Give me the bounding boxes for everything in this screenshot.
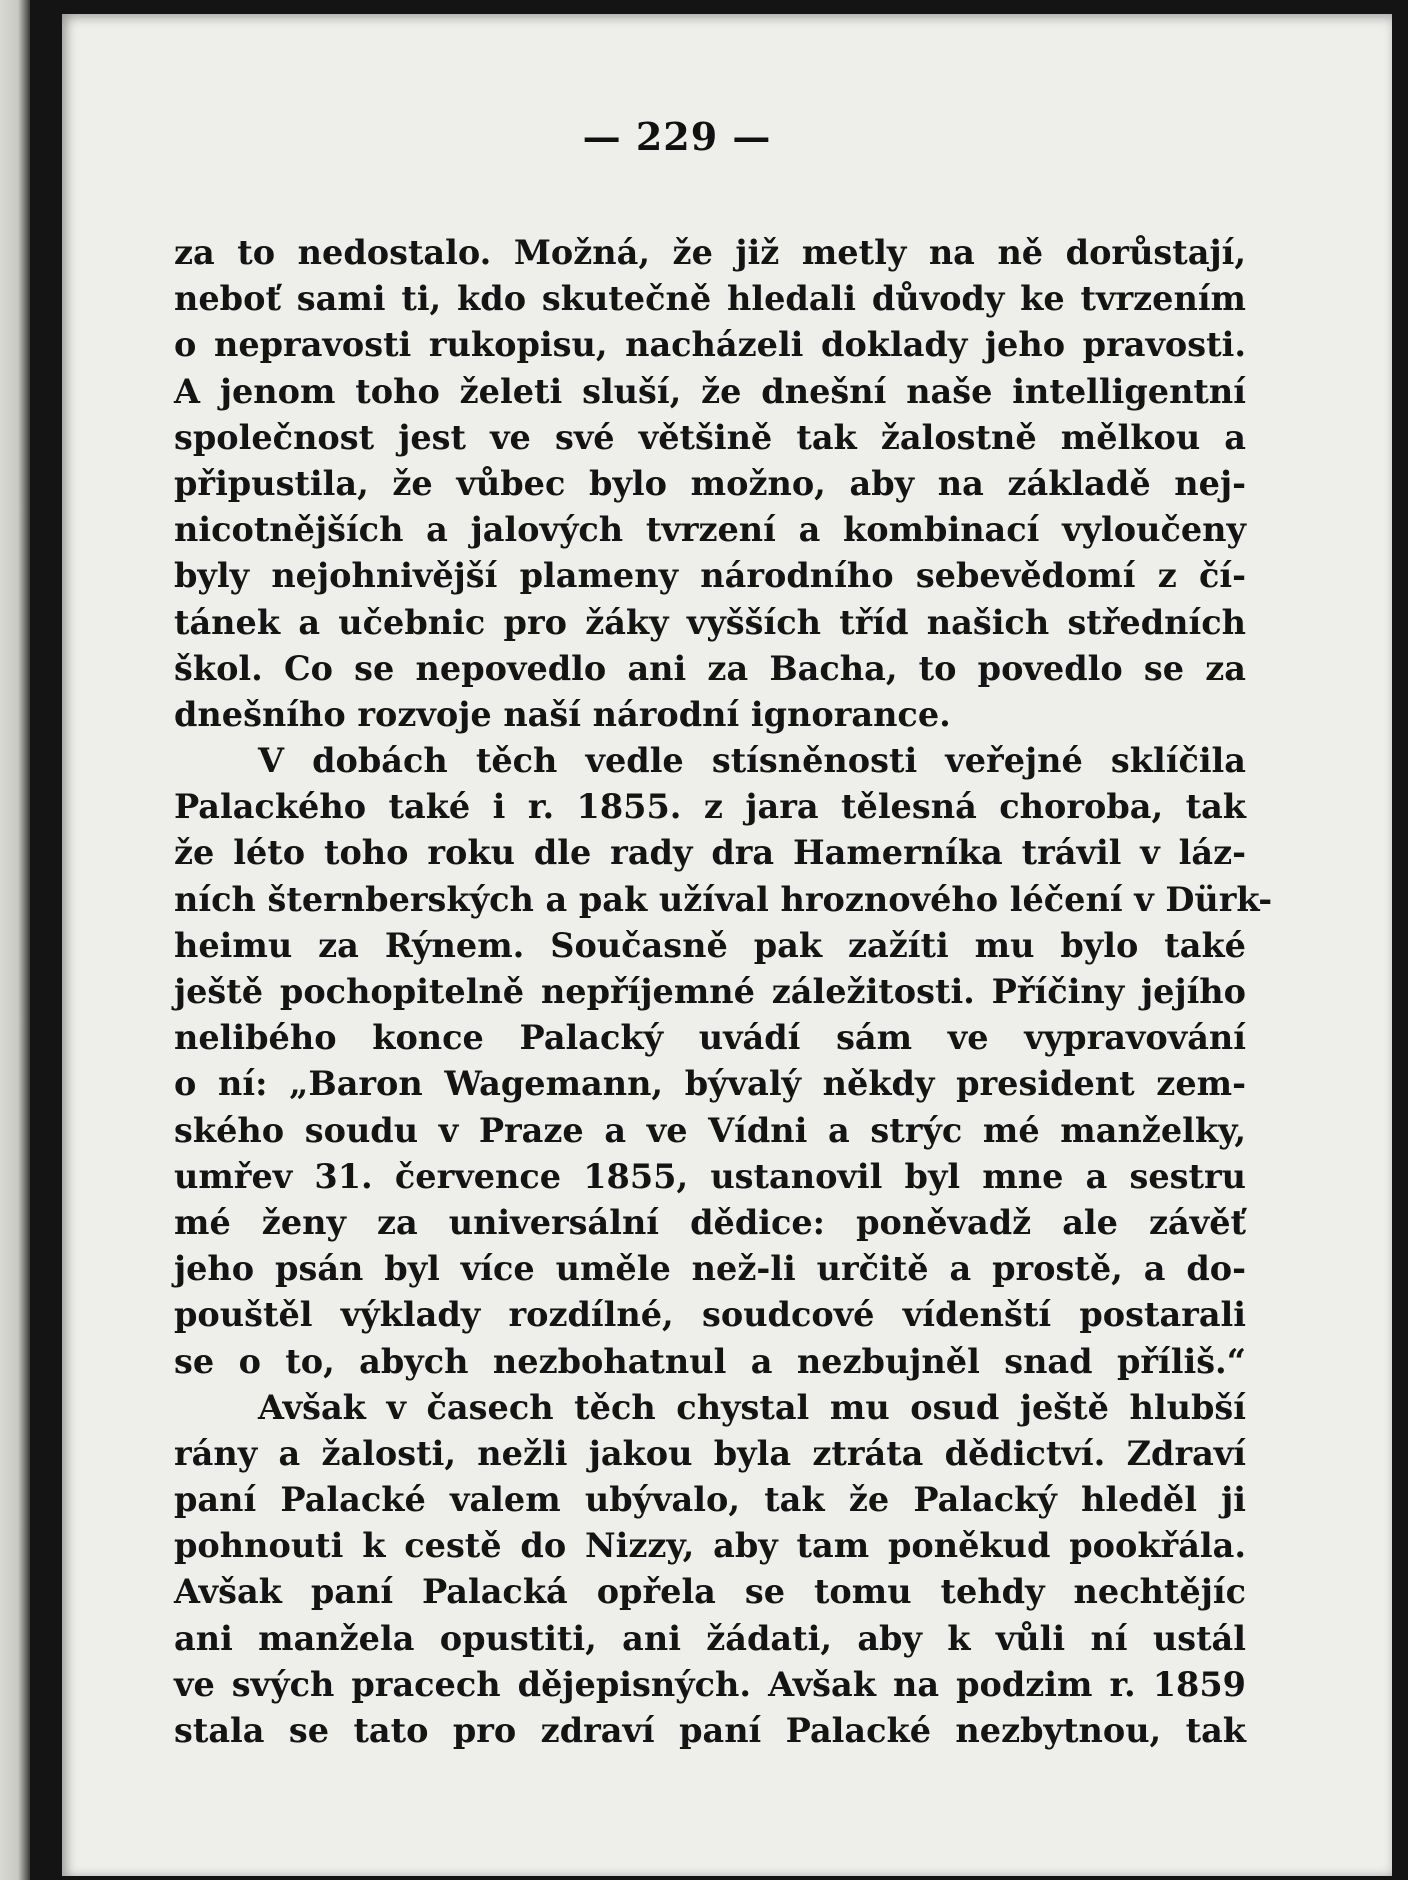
text-line: ních šternberských a pak užíval hroznového léčení v Dürk- xyxy=(174,879,1273,919)
text-line: ani manžela opustiti, ani žádati, aby k vůli ní ustál xyxy=(174,1618,1246,1658)
text-line: o nepravosti rukopisu, nacházeli doklady jeho pravosti. xyxy=(174,325,1246,365)
page-number: — 229 — xyxy=(582,114,772,159)
text-line: škol. Co se nepovedlo ani za Bacha, to povedlo se za xyxy=(174,648,1246,688)
text-line: rány a žalosti, nežli jakou byla ztráta dědictví. Zdraví xyxy=(174,1433,1246,1473)
text-line: Avšak paní Palacká opřela se tomu tehdy nechtějíc xyxy=(174,1572,1246,1612)
text-line: nelibého konce Palacký uvádí sám ve vypravování xyxy=(174,1018,1246,1058)
text-line: stala se tato pro zdraví paní Palacké nezbytnou, tak xyxy=(174,1711,1246,1750)
text-line: ského soudu v Praze a ve Vídni a strýc mé manželky, xyxy=(174,1110,1246,1150)
text-line: že léto toho roku dle rady dra Hamerníka trávil v láz- xyxy=(174,833,1246,873)
previous-page-edge xyxy=(0,0,30,1880)
text-line: se o to, abych nezbohatnul a nezbujněl snad příliš.“ xyxy=(174,1341,1246,1381)
text-line: V dobách těch vedle stísněnosti veřejné sklíčila xyxy=(258,741,1246,781)
text-line: dnešního rozvoje naší národní ignorance. xyxy=(174,694,951,734)
text-line: heimu za Rýnem. Současně pak zažíti mu bylo také xyxy=(174,925,1246,965)
text-line: tánek a učebnic pro žáky vyšších tříd našich středních xyxy=(174,602,1246,642)
text-line: jeho psán byl více uměle než-li určitě a prostě, a do- xyxy=(174,1249,1246,1289)
text-line: o ní: „Baron Wagemann, bývalý někdy president zem- xyxy=(174,1064,1246,1104)
text-line: ještě pochopitelně nepříjemné záležitosti. Příčiny jejího xyxy=(174,972,1246,1011)
text-line: připustila, že vůbec bylo možno, aby na základě nej- xyxy=(174,463,1246,503)
page-sheet xyxy=(62,14,1392,1876)
text-line: nicotnějších a jalových tvrzení a kombinací vyloučeny xyxy=(174,510,1246,550)
text-line: umřev 31. července 1855, ustanovil byl mne a sestru xyxy=(174,1156,1246,1196)
text-line: za to nedostalo. Možná, že již metly na ně dorůstají, xyxy=(174,233,1246,272)
text-line: Palackého také i r. 1855. z jara tělesná choroba, tak xyxy=(174,787,1246,827)
text-line: Avšak v časech těch chystal mu osud ještě hlubší xyxy=(258,1387,1246,1427)
text-line: byly nejohnivější plameny národního sebevědomí z čí- xyxy=(174,556,1246,596)
text-line: ve svých pracech dějepisných. Avšak na podzim r. 1859 xyxy=(174,1664,1246,1704)
text-line: pohnouti k cestě do Nizzy, aby tam poněkud pookřála. xyxy=(174,1526,1246,1566)
text-line: pouštěl výklady rozdílné, soudcové vídenští postarali xyxy=(174,1295,1246,1335)
text-line: mé ženy za universální dědice: poněvadž ale závěť xyxy=(174,1202,1246,1242)
text-line: paní Palacké valem ubývalo, tak že Palacký hleděl ji xyxy=(174,1480,1246,1520)
text-line: A jenom toho želeti sluší, že dnešní naše intelligentní xyxy=(174,371,1246,411)
text-line: společnost jest ve své většině tak žalostně mělkou a xyxy=(174,417,1246,457)
text-line: neboť sami ti, kdo skutečně hledali důvody ke tvrzením xyxy=(174,279,1246,319)
body-text xyxy=(174,230,1273,1754)
